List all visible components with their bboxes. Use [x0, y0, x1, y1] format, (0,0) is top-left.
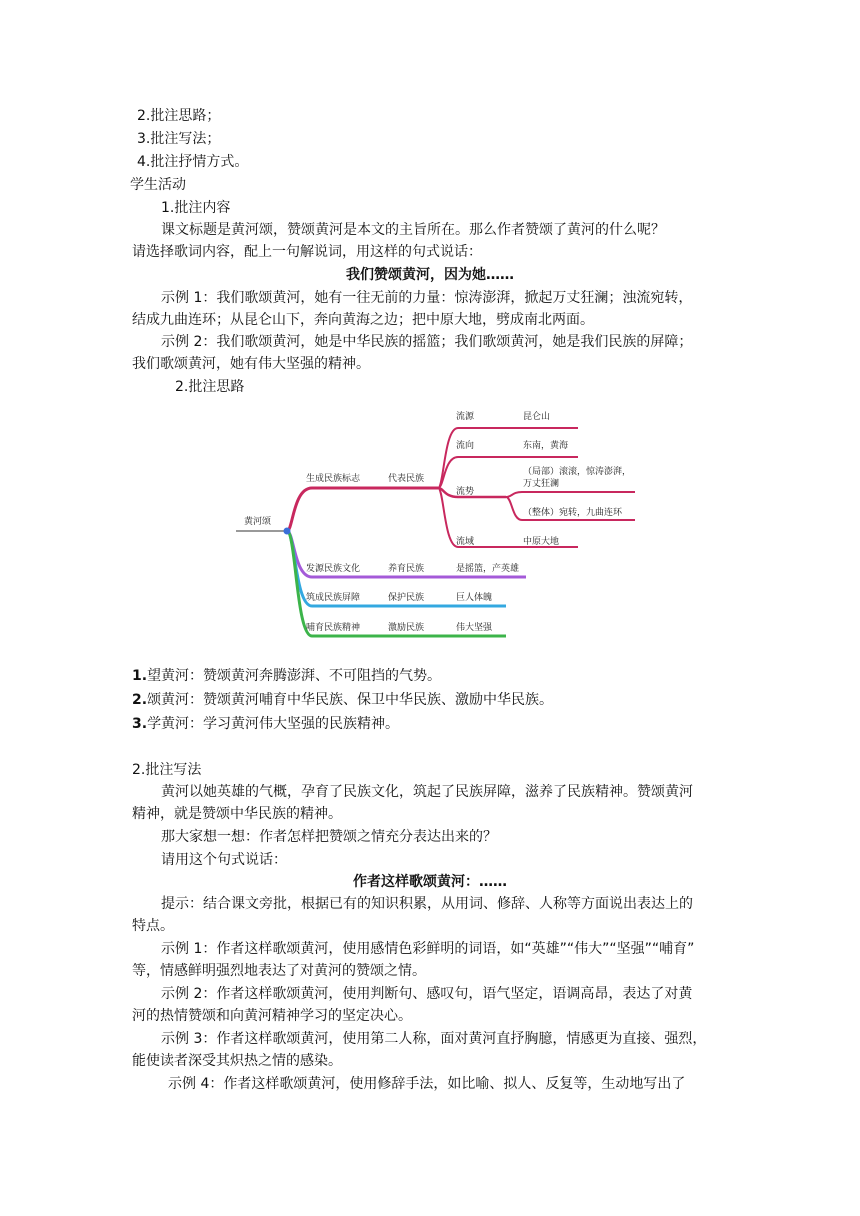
paragraph: 那大家想一想：作者怎样把赞颂之情充分表达出来的？ — [161, 829, 497, 845]
example: 示例 2：我们歌颂黄河，她是中华民族的摇篮；我们歌颂黄河，她是我们民族的屏障； — [161, 334, 693, 350]
paragraph: 黄河以她英雄的气概，孕育了民族文化，筑起了民族屏障，滋养了民族精神。赞颂黄河 — [161, 784, 693, 800]
summary-item: 3.学黄河：学习黄河伟大坚强的民族精神。 — [132, 716, 400, 732]
root-label: 黄河颂 — [244, 517, 272, 527]
example: 等，情感鲜明强烈地表达了对黄河的赞颂之情。 — [132, 963, 426, 979]
summary-item: 1.望黄河：赞颂黄河奔腾澎湃、不可阻挡的气势。 — [132, 668, 442, 684]
node-label: 流域 — [456, 537, 475, 547]
paragraph: 请用这个句式说话： — [161, 852, 287, 868]
branch-label: 激励民族 — [388, 623, 425, 633]
summary-item: 2.颂黄河：赞颂黄河哺育中华民族、保卫中华民族、激励中华民族。 — [132, 692, 554, 708]
sentence-pattern: 我们赞颂黄河，因为她…… — [346, 267, 514, 283]
branch-label: 筑成民族屏障 — [306, 593, 361, 603]
example: 示例 2：作者这样歌颂黄河，使用判断句、感叹句，语气坚定，语调高昂，表达了对黄 — [161, 986, 693, 1002]
hint: 提示：结合课文旁批，根据已有的知识积累，从用词、修辞、人称等方面说出表达上的 — [161, 896, 693, 912]
branch-label: 哺育民族精神 — [306, 623, 361, 633]
example: 我们歌颂黄河，她有伟大坚强的精神。 — [132, 356, 370, 372]
leaf-label: 巨人体魄 — [456, 593, 493, 603]
node-label: 流势 — [456, 487, 475, 497]
paragraph: 课文标题是黄河颂，赞颂黄河是本文的主旨所在。那么作者赞颂了黄河的什么呢？ — [161, 222, 665, 238]
branch-line — [506, 492, 635, 497]
branch-label: 保护民族 — [388, 593, 425, 603]
leaf-label: 昆仑山 — [523, 412, 551, 422]
paragraph: 请选择歌词内容，配上一句解说词，用这样的句式说话： — [132, 244, 482, 260]
example: 河的热情赞颂和向黄河精神学习的坚定决心。 — [132, 1008, 412, 1024]
node-label: 流向 — [456, 441, 475, 451]
leaf-label: 是摇篮，产英雄 — [456, 564, 520, 574]
branch-label: 代表民族 — [388, 474, 425, 484]
list-item: 3.批注写法； — [137, 131, 221, 147]
list-item: 4.批注抒情方式。 — [137, 154, 249, 170]
leaf-label: 万丈狂澜 — [523, 479, 560, 489]
section-heading: 学生活动 — [130, 177, 186, 193]
node-label: 流源 — [456, 412, 475, 422]
example: 结成九曲连环；从昆仑山下，奔向黄海之边；把中原大地，劈成南北两面。 — [132, 312, 594, 328]
section-title: 2.批注写法 — [132, 762, 202, 778]
example: 示例 1：作者这样歌颂黄河，使用感情色彩鲜明的词语，如“英雄”“伟大”“坚强”“哺育” — [161, 941, 695, 957]
leaf-label: （整体）宛转，九曲连环 — [523, 508, 623, 518]
leaf-label: （局部）滚滚，惊涛澎湃， — [523, 467, 632, 477]
sentence-pattern: 作者这样歌颂黄河：…… — [353, 874, 507, 890]
branch-label: 养育民族 — [388, 564, 425, 574]
section-title: 2.批注思路 — [175, 379, 245, 395]
section-title: 1.批注内容 — [161, 200, 231, 216]
list-item: 2.批注思路； — [137, 108, 221, 124]
branch-label: 生成民族标志 — [306, 474, 361, 484]
branch-line — [287, 488, 438, 531]
paragraph: 精神，就是赞颂中华民族的精神。 — [132, 806, 342, 822]
hint: 特点。 — [132, 918, 174, 934]
example: 示例 4：作者这样歌颂黄河，使用修辞手法，如比喻、拟人、反复等，生动地写出了 — [168, 1076, 686, 1092]
example: 能使读者深受其炽热之情的感染。 — [132, 1053, 342, 1069]
leaf-label: 中原大地 — [523, 537, 560, 547]
branch-label: 发源民族文化 — [306, 564, 361, 574]
leaf-label: 伟大坚强 — [456, 623, 493, 633]
example: 示例 1：我们歌颂黄河，她有一往无前的力量：惊涛澎湃，掀起万丈狂澜；浊流宛转， — [161, 290, 693, 306]
leaf-label: 东南，黄海 — [523, 441, 569, 451]
example: 示例 3：作者这样歌颂黄河，使用第二人称，面对黄河直抒胸臆，情感更为直接、强烈， — [161, 1031, 707, 1047]
root-node — [284, 528, 291, 535]
